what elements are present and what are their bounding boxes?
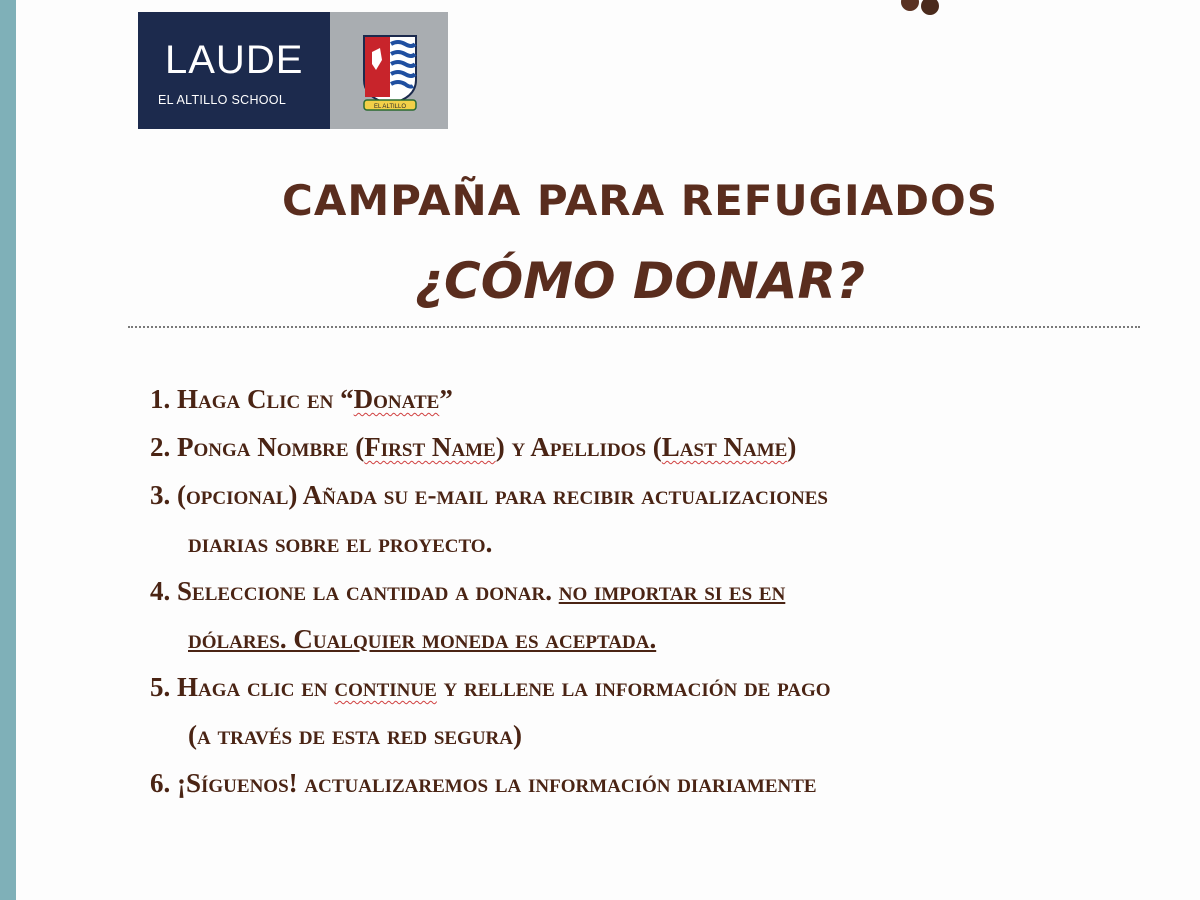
first-name-term: First Name [364,432,496,462]
step-1-prefix: 1. Haga Clic en “ [150,384,354,414]
logo-name: LAUDE [165,38,304,82]
step-2-e: ) [787,432,797,462]
step-5 [150,663,1160,711]
step-3 [150,471,1160,519]
step-5-continued [150,711,1160,759]
step-6-text: 6. ¡Síguenos! actualizaremos la información diariamente [150,768,817,798]
step-3-line-1: 3. (opcional) Añada su e-mail para recibir actualizaciones [150,480,828,510]
step-1-suffix: ” [439,384,453,414]
step-2 [150,423,1160,471]
step-2-c: ) y Apellidos ( [495,432,662,462]
step-5-suffix: y rellene la información de pago [436,672,831,702]
step-1 [150,375,1160,423]
how-to-donate-title: ¿CÓMO DONAR? [415,252,865,310]
crest-label: EL ALTILLO [373,104,407,110]
step-6 [150,759,1160,807]
continue-link-text: continue [334,672,437,702]
step-3-line-2: diarias sobre el proyecto. [188,528,493,558]
step-5-line-2: (a través de esta red segura) [188,720,522,750]
step-2-a: 2. Ponga Nombre ( [150,432,365,462]
step-4-note-1: no importar si es en [558,576,786,606]
logo-text-panel [138,12,330,129]
school-crest-icon [360,30,420,118]
step-4-continued [150,615,1160,663]
step-4-prefix: 4. Seleccione la cantidad a donar. [150,576,559,606]
step-5-prefix: 5. Haga clic en [150,672,335,702]
dotted-divider [128,326,1140,328]
last-name-term: Last Name [661,432,788,462]
left-side-band [0,0,16,900]
donation-steps [150,375,1160,807]
step-3-continued [150,519,1160,567]
donate-link-text: Donate [353,384,440,414]
logo-subtitle: EL ALTILLO SCHOOL [158,93,287,107]
step-4 [150,567,1160,615]
campaign-title: CAMPAÑA PARA REFUGIADOS [282,176,998,225]
step-4-note-2: dólares. Cualquier moneda es aceptada. [188,624,657,654]
decorative-dots [880,0,960,20]
